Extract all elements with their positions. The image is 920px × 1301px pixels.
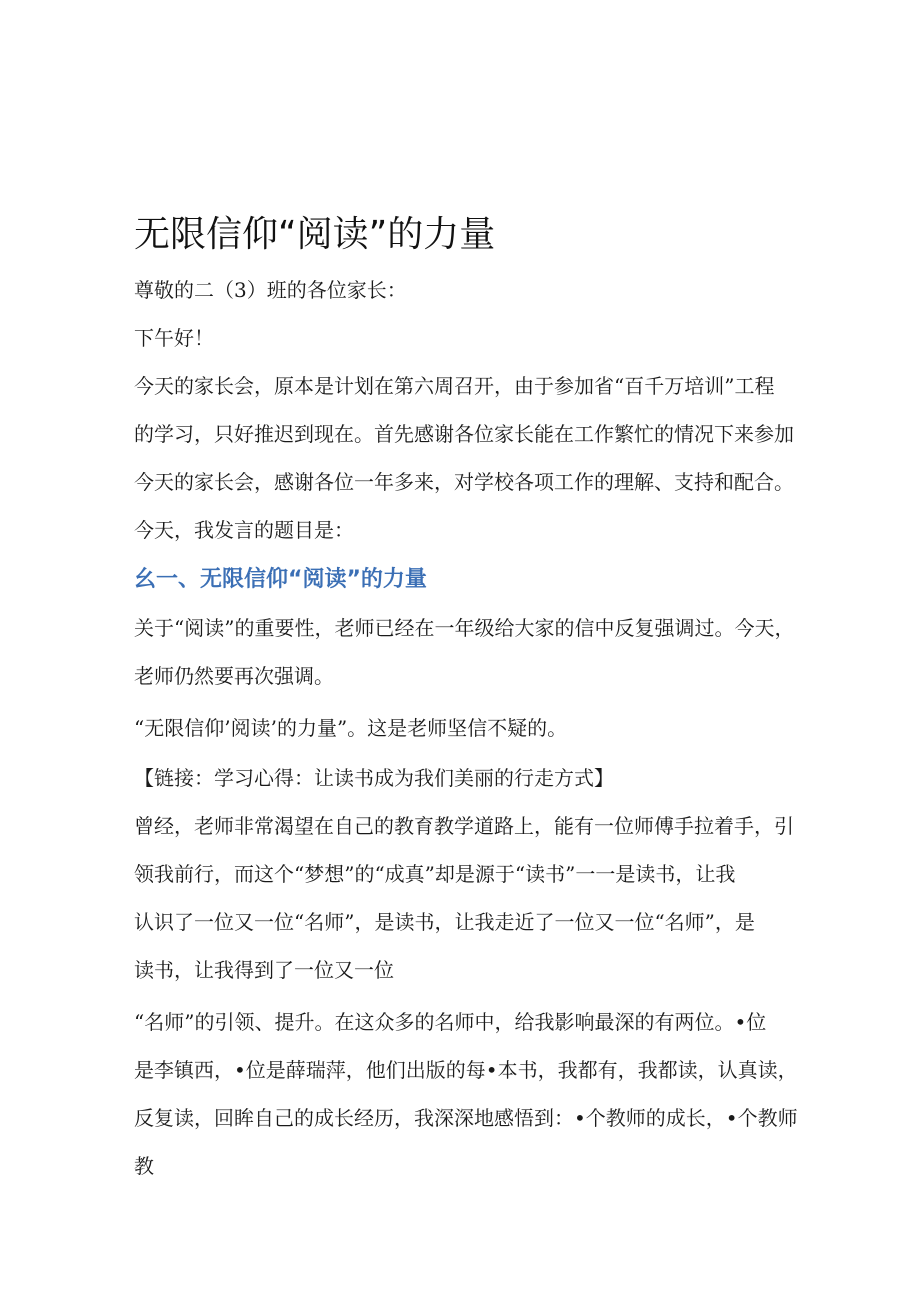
topic-line: 今天，我发言的题目是： — [134, 518, 354, 542]
story-line-3: 认识了一位又一位“名师”，是读书，让我走近了一位又一位“名师”，是 — [134, 910, 755, 934]
story-line-6: 是李镇西，•位是薛瑞萍，他们出版的每•本书，我都有，我都读，认真读， — [134, 1058, 798, 1082]
intro-line-3: 今天的家长会，感谢各位一年多来，对学校各项工作的理解、支持和配合。 — [134, 470, 794, 494]
story-line-8: 教 — [134, 1154, 154, 1178]
intro-line-1: 今天的家长会，原本是计划在第六周召开，由于参加省“百千万培训”工程 — [134, 374, 775, 398]
section-heading-text: 一、无限信仰“阅读”的力量 — [156, 567, 427, 592]
story-line-5: “名师”的引领、提升。在这众多的名师中，给我影响最深的有两位。•位 — [134, 1010, 767, 1034]
story-line-1: 曾经，老师非常渴望在自己的教育教学道路上，能有一位师傅手拉着手，引 — [134, 814, 794, 838]
section-heading — [134, 562, 427, 593]
importance-line-1: 关于“阅读”的重要性，老师已经在一年级给大家的信中反复强调过。今天， — [134, 616, 795, 640]
story-line-7: 反复读，回眸自己的成长经历，我深深地感悟到：•个教师的成长，•个教师 — [134, 1106, 798, 1130]
belief-line: “无限信仰’阅读’的力量”。这是老师坚信不疑的。 — [134, 716, 568, 740]
greeting: 下午好！ — [134, 326, 214, 350]
section-heading-marker: 幺 — [134, 567, 157, 592]
story-line-4: 读书，让我得到了一位又一位 — [134, 958, 394, 982]
importance-line-2: 老师仍然要再次强调。 — [134, 664, 334, 688]
salutation: 尊敬的二（3）班的各位家长： — [134, 278, 407, 302]
intro-line-2: 的学习，只好推迟到现在。首先感谢各位家长能在工作繁忙的情况下来参加 — [134, 422, 794, 446]
link-line: 【链接：学习心得：让读书成为我们美丽的行走方式】 — [134, 766, 614, 790]
story-line-2: 领我前行，而这个“梦想”的“成真”却是源于“读书”一一是读书，让我 — [134, 862, 736, 886]
document-title: 无限信仰“阅读”的力量 — [134, 214, 496, 255]
